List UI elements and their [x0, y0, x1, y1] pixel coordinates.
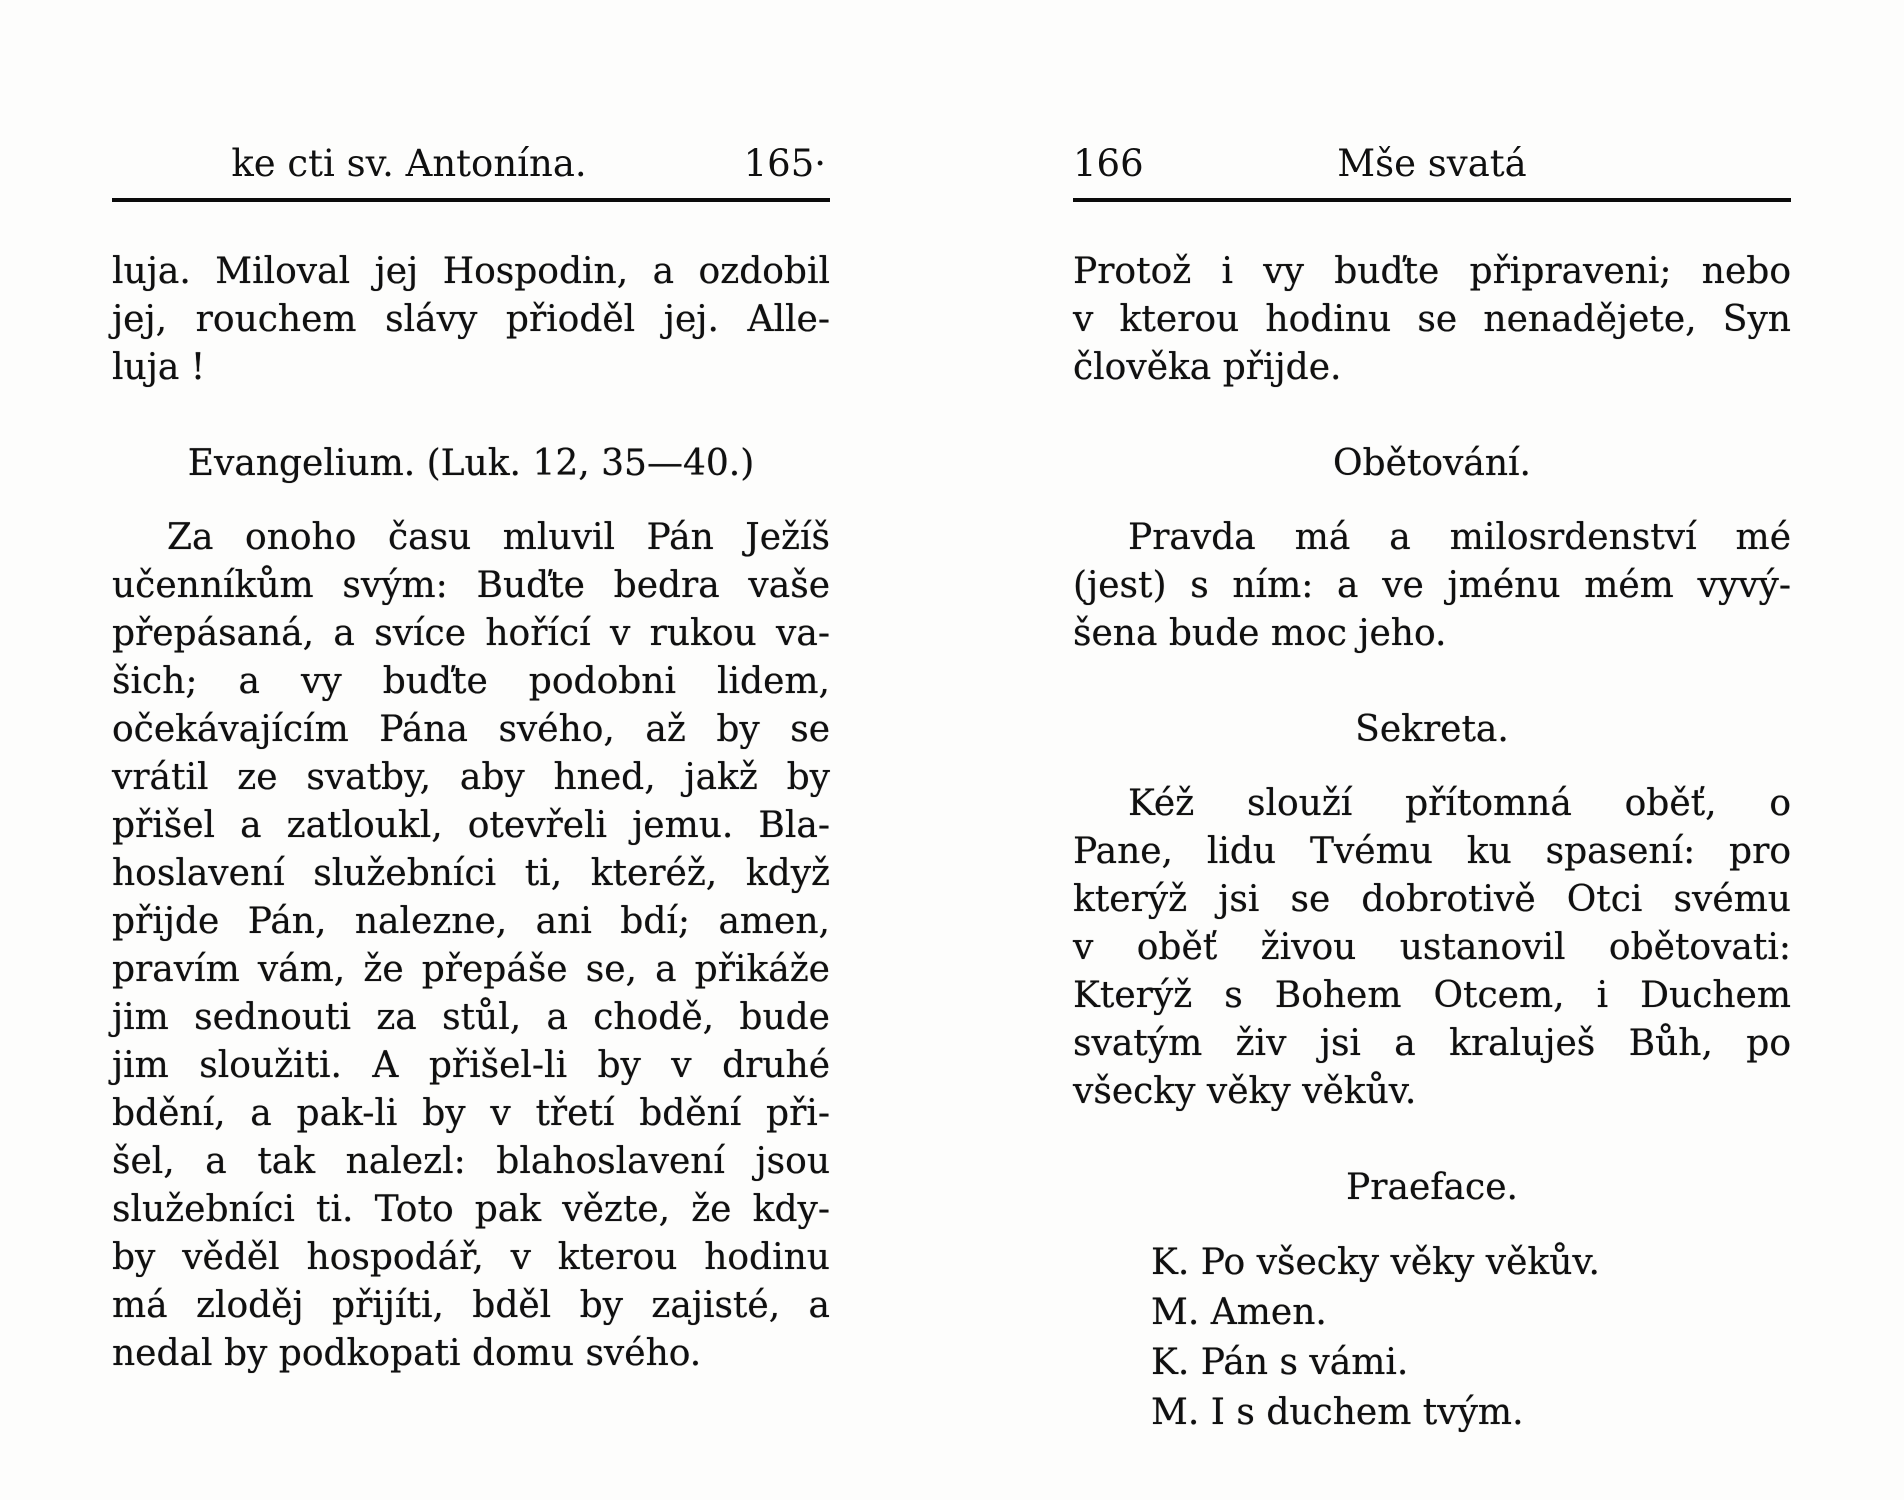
left-page-number: 165· — [743, 142, 826, 185]
text-line: hoslavení služebníci ti, kteréž, když — [112, 853, 830, 894]
text-line: Pane, lidu Tvému ku spasení: pro — [1073, 831, 1791, 872]
text-line: pravím vám, že přepáše se, a přikáže — [112, 949, 830, 990]
gospel-paragraph — [112, 514, 830, 1378]
text-line: K. Po všecky věky věkův. — [1151, 1242, 1600, 1283]
text-line: služebníci ti. Toto pak vězte, že kdy- — [112, 1189, 830, 1230]
gospel-end-paragraph — [1073, 248, 1791, 392]
right-page — [1073, 142, 1791, 1438]
left-running-title: ke cti sv. Antonína. — [231, 142, 587, 185]
left-page-header — [112, 142, 830, 202]
text-line: šena bude moc jeho. — [1073, 613, 1447, 654]
text-line: vrátil ze svatby, aby hned, jakž by — [112, 757, 830, 798]
text-line: šich; a vy buďte podobni lidem, — [112, 661, 830, 702]
right-running-title: Mše svatá — [1337, 142, 1527, 185]
text-line: jim sednouti za stůl, a chodě, bude — [112, 997, 830, 1038]
text-line: Kéž slouží přítomná oběť, o — [1128, 783, 1791, 824]
text-line: Za onoho času mluvil Pán Ježíš — [167, 517, 830, 558]
text-line: jim sloužiti. A přišel-li by v druhé — [112, 1045, 830, 1086]
right-page-body — [1073, 248, 1791, 1438]
right-page-number: 166 — [1073, 142, 1144, 185]
text-line: učenníkům svým: Buďte bedra vaše — [112, 565, 830, 606]
right-page-header — [1073, 142, 1791, 202]
text-line: má zloděj přijíti, bděl by zajisté, a — [112, 1285, 830, 1326]
offertory-heading: Obětování. — [1333, 443, 1531, 484]
text-line: by věděl hospodář, v kterou hodinu — [112, 1237, 830, 1278]
offertory-paragraph — [1073, 514, 1791, 658]
text-line: Protož i vy buďte připraveni; nebo — [1073, 251, 1791, 292]
text-line: luja. Miloval jej Hospodin, a ozdobil — [112, 251, 830, 292]
continuation-paragraph — [112, 248, 830, 392]
left-page — [112, 142, 830, 1378]
text-line: v kterou hodinu se nenadějete, Syn — [1073, 299, 1791, 340]
text-line: přepásaná, a svíce hořící v rukou va- — [112, 613, 830, 654]
text-line: luja ! — [112, 347, 206, 388]
text-line: M. I s duchem tvým. — [1151, 1392, 1524, 1433]
text-line: svatým živ jsi a kraluješ Bůh, po — [1073, 1023, 1791, 1064]
text-line: kterýž jsi se dobrotivě Otci svému — [1073, 879, 1791, 920]
text-line: nedal by podkopati domu svého. — [112, 1333, 702, 1374]
text-line: v oběť živou ustanovil obětovati: — [1073, 927, 1791, 968]
text-line: přijde Pán, nalezne, ani bdí; amen, — [112, 901, 830, 942]
text-line: očekávajícím Pána svého, až by se — [112, 709, 830, 750]
text-line: K. Pán s vámi. — [1151, 1342, 1409, 1383]
text-line: všecky věky věkův. — [1073, 1071, 1417, 1112]
left-page-body — [112, 248, 830, 1378]
text-line: jej, rouchem slávy přioděl jej. Alle- — [112, 299, 830, 340]
text-line: Kterýž s Bohem Otcem, i Duchem — [1073, 975, 1791, 1016]
secret-paragraph — [1073, 780, 1791, 1116]
text-line: šel, a tak nalezl: blahoslavení jsou — [112, 1141, 830, 1182]
text-line: Pravda má a milosrdenství mé — [1128, 517, 1791, 558]
text-line: bdění, a pak-li by v třetí bdění při- — [112, 1093, 830, 1134]
text-line: M. Amen. — [1151, 1292, 1327, 1333]
text-line: (jest) s ním: a ve jménu mém vyvý- — [1073, 565, 1791, 606]
preface-heading: Praeface. — [1346, 1167, 1518, 1208]
preface-dialogue — [1073, 1238, 1791, 1438]
secret-heading: Sekreta. — [1355, 709, 1509, 750]
text-line: člověka přijde. — [1073, 347, 1342, 388]
gospel-heading: Evangelium. (Luk. 12, 35—40.) — [187, 443, 755, 484]
text-line: přišel a zatloukl, otevřeli jemu. Bla- — [112, 805, 830, 846]
